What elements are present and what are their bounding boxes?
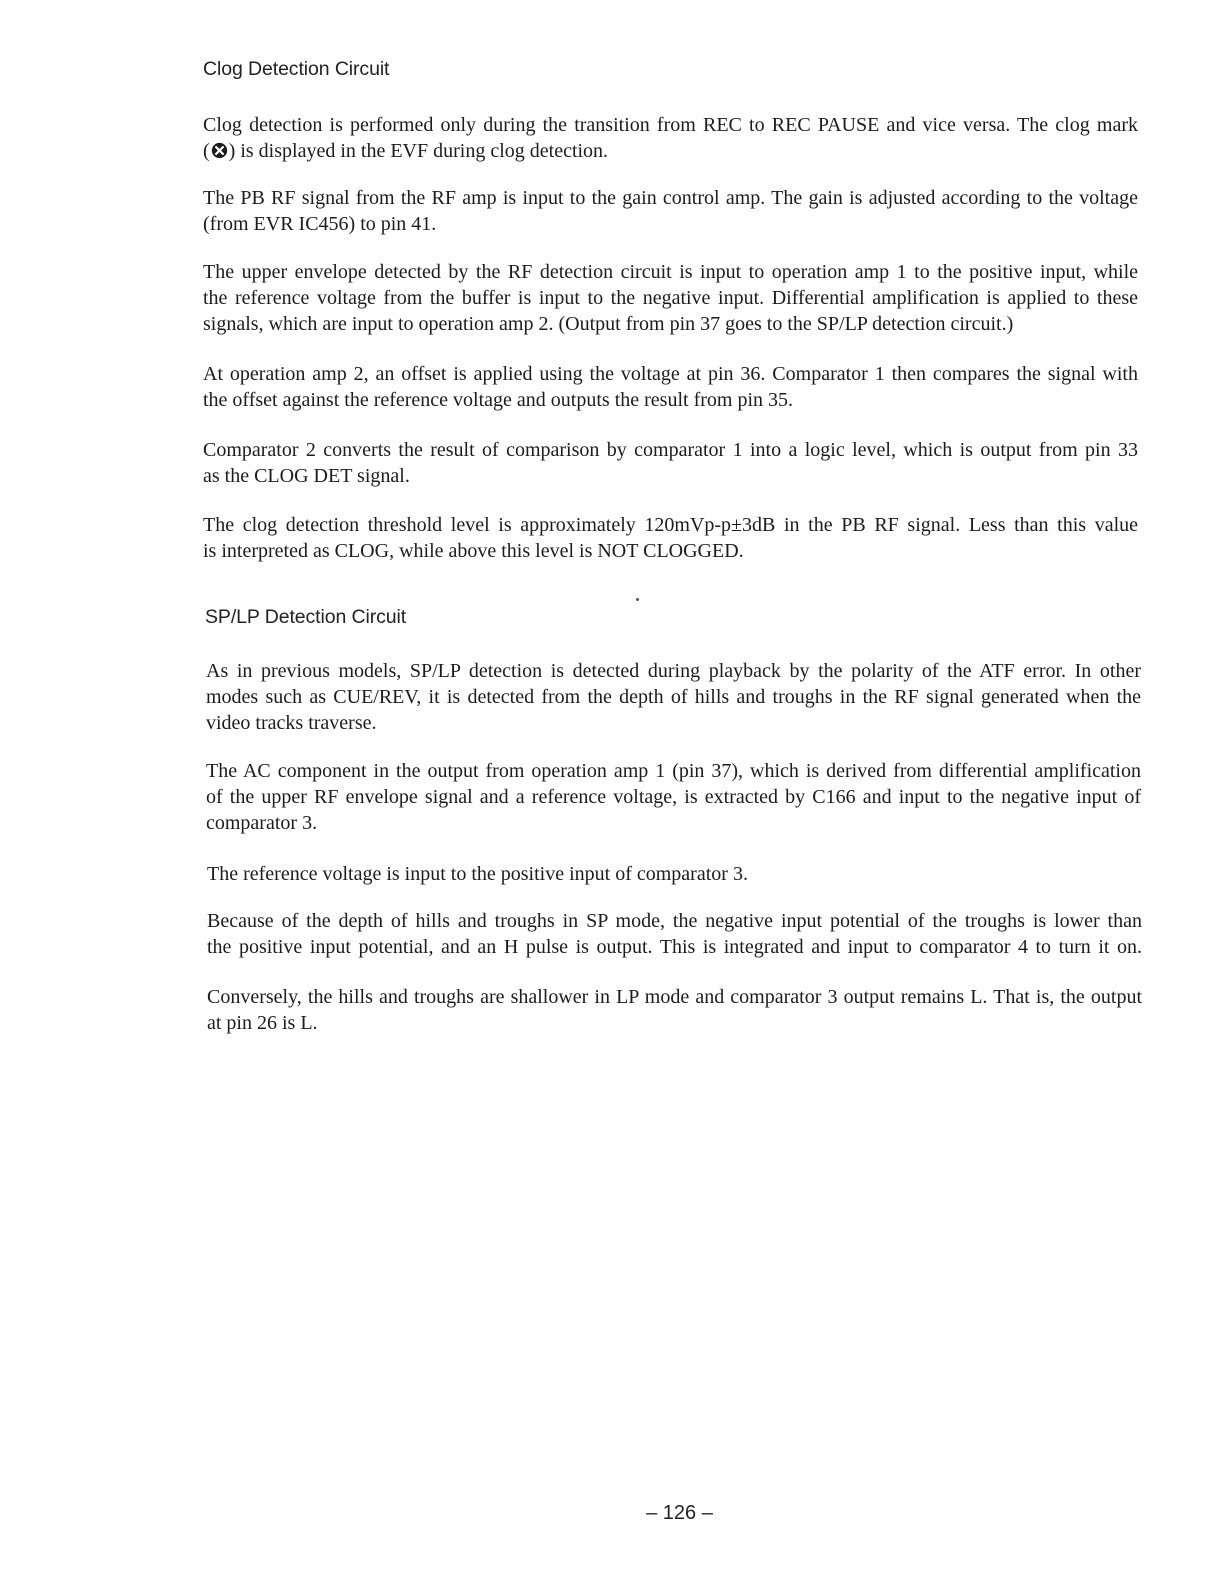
page-number: – 126 – xyxy=(646,1502,713,1524)
paragraph-line: of the upper RF envelope signal and a reference voltage, is extracted by C166 and input to the negative input of xyxy=(206,786,1141,808)
clog-mark-open-paren: ( xyxy=(203,140,210,162)
clog-mark-close-paren: ) xyxy=(228,140,236,162)
paragraph-ac-component xyxy=(206,758,1141,836)
paragraph-line: signals, which are input to operation amp 2. (Output from pin 37 goes to the SP/LP detection circuit.) xyxy=(203,313,1014,335)
paragraph-line: At operation amp 2, an offset is applied using the voltage at pin 36. Comparator 1 then compares the signal with xyxy=(203,363,1138,385)
paragraph-line: the offset against the reference voltage and outputs the result from pin 35. xyxy=(203,389,793,411)
paragraph-line: The clog detection threshold level is approximately 120mVp-p±3dB in the PB RF signal. Less than this value xyxy=(203,514,1138,536)
paragraph-line: The reference voltage is input to the positive input of comparator 3. xyxy=(207,863,748,885)
paragraph-reference-voltage xyxy=(207,861,1142,887)
paragraph-line: as the CLOG DET signal. xyxy=(203,465,410,487)
paragraph-sp-mode-depth xyxy=(207,908,1142,960)
paragraph-line: (from EVR IC456) to pin 41. xyxy=(203,213,437,235)
paragraph-operation-amp-2 xyxy=(203,361,1138,413)
paragraph-line: at pin 26 is L. xyxy=(207,1012,318,1034)
paragraph-line: As in previous models, SP/LP detection is detected during playback by the polarity of the ATF error. In other xyxy=(206,660,1141,682)
paragraph-line: modes such as CUE/REV, it is detected from the depth of hills and troughs in the RF signal generated when the xyxy=(206,686,1141,708)
paragraph-threshold-level xyxy=(203,512,1138,564)
paragraph-line: Clog detection is performed only during the transition from REC to REC PAUSE and vice versa. The clog mark xyxy=(203,114,1138,136)
clog-mark-icon xyxy=(211,142,228,159)
paragraph-line-text: is displayed in the EVF during clog detection. xyxy=(240,140,609,162)
paragraph-line: The upper envelope detected by the RF detection circuit is input to operation amp 1 to the positive input, while xyxy=(203,261,1138,283)
paragraph-line: Conversely, the hills and troughs are shallower in LP mode and comparator 3 output remains L. That is, the output xyxy=(207,986,1142,1008)
paragraph-splp-previous-models xyxy=(206,658,1141,736)
paragraph-pb-rf-signal xyxy=(203,185,1138,237)
scan-speck xyxy=(636,598,639,601)
paragraph-line: the positive input potential, and an H pulse is output. This is integrated and input to comparator 4 to turn it on. xyxy=(207,936,1142,958)
paragraph-line: comparator 3. xyxy=(206,812,318,834)
paragraph-line: is interpreted as CLOG, while above this level is NOT CLOGGED. xyxy=(203,540,744,562)
section-heading-clog-detection: Clog Detection Circuit xyxy=(203,58,390,80)
paragraph-comparator-2 xyxy=(203,437,1138,489)
paragraph-line-with-clog-mark xyxy=(203,138,1138,164)
paragraph-line: Because of the depth of hills and troughs in SP mode, the negative input potential of the troughs is lower than xyxy=(207,910,1142,932)
paragraph-line: video tracks traverse. xyxy=(206,712,377,734)
paragraph-line: The AC component in the output from operation amp 1 (pin 37), which is derived from differential amplification xyxy=(206,760,1141,782)
paragraph-lp-mode-shallower xyxy=(207,984,1142,1036)
paragraph-clog-intro xyxy=(203,112,1138,164)
paragraph-upper-envelope xyxy=(203,259,1138,337)
paragraph-line: The PB RF signal from the RF amp is input to the gain control amp. The gain is adjusted according to the voltage xyxy=(203,187,1138,209)
paragraph-line: the reference voltage from the buffer is input to the negative input. Differential amplification is applied to these xyxy=(203,287,1138,309)
paragraph-line: Comparator 2 converts the result of comparison by comparator 1 into a logic level, which is output from pin 33 xyxy=(203,439,1138,461)
section-heading-splp-detection: SP/LP Detection Circuit xyxy=(205,606,407,628)
